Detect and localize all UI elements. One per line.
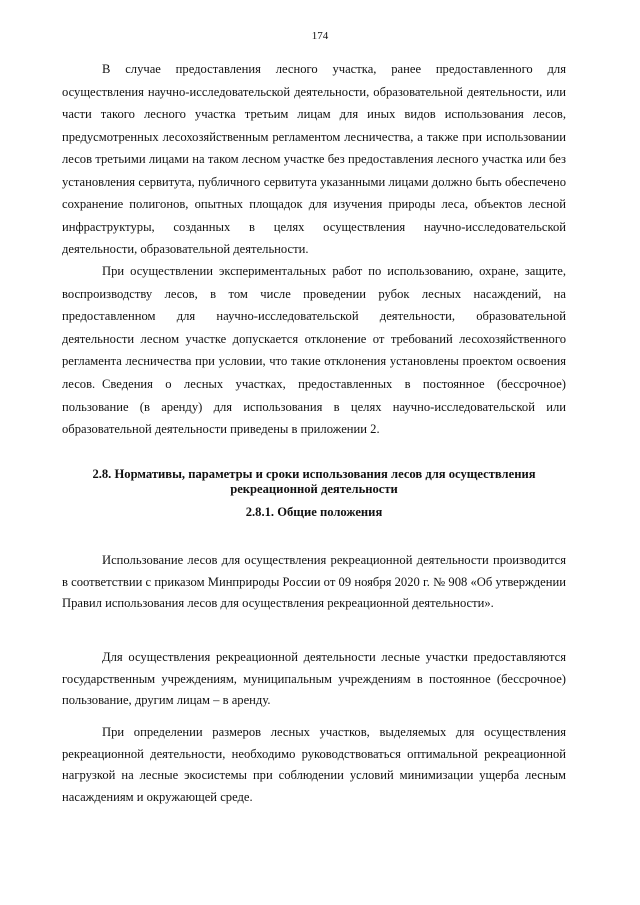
paragraph-recreation-order: Использование лесов для осуществления рекреационной деятельности производится в соответствии с приказом Минприроды России от 09 ноября 2020 г. № 908 «Об утверждении Правил использования лесов для осуществления рекреационной деятельности».: [62, 553, 566, 611]
subsection-heading: 2.8.1. Общие положения: [245, 505, 383, 519]
page-number: 174: [311, 30, 329, 42]
paragraph-appendix-reference: Сведения о лесных участках, предоставленных в постоянное (бессрочное) пользование (в аренду) для использования в целях научно-исследовательской или образовательной деятельности приведены в приложении 2.: [62, 377, 566, 436]
section-heading: 2.8. Нормативы, параметры и сроки использования лесов для осуществления рекреационной деятельности: [92, 467, 536, 496]
paragraph-recreation-lease: Для осуществления рекреационной деятельности лесные участки предоставляются государственным учреждениям, муниципальным учреждениям в постоянное (бессрочное) пользование, другим лицам – в аренду.: [62, 650, 566, 708]
paragraph-field-research-plots: В случае предоставления лесного участка, ранее предоставленного для осуществления научно-исследовательской деятельности, образовательной деятельности, или части такого лесного участка третьим лицам для иных видов использования лесов, предусмотренных лесохозяйственным регламентом лесничества, а также при использовании лесов третьими лицами на таком лесном участке без предоставления лесного участка или без установления сервитута, публичного сервитута указанными лицами должно быть обеспечено сохранение полигонов, опытных площадок для изучения природы леса, объектов лесной инфраструктуры, созданных в целях осуществления научно-исследовательской деятельности, образовательной деятельности.: [62, 62, 566, 256]
paragraph-experimental-works: При осуществлении экспериментальных работ по использованию, охране, защите, воспроизводству лесов, в том числе проведении рубок лесных насаждений, на предоставленном для научно-исследовательской деятельности, образовательной деятельности лесном участке допускается отклонение от требований лесохозяйственного регламента лесничества при условии, что такие отклонения установлены проектом освоения лесов.: [62, 264, 566, 391]
paragraph-recreation-load: При определении размеров лесных участков, выделяемых для осуществления рекреационной деятельности, необходимо руководствоваться оптимальной рекреационной нагрузкой на лесные экосистемы при соблюдении условий минимизации ущерба лесным насаждениям и окружающей среде.: [62, 725, 566, 804]
